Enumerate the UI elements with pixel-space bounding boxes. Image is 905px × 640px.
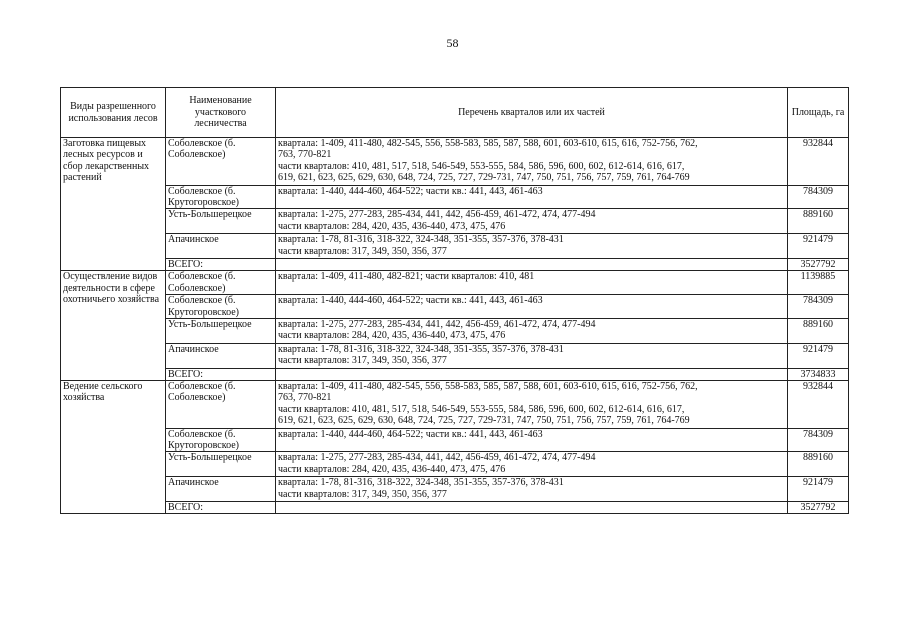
area-cell: 1139885 <box>788 271 849 295</box>
area-cell: 889160 <box>788 452 849 477</box>
header-forestry: Наименование участкового лесничества <box>166 88 276 138</box>
table-row <box>61 295 849 319</box>
quarters-line: 619, 621, 623, 625, 629, 630, 648, 724, 725, 727, 729-731, 747, 750, 751, 756, 757, 759, 761, 764-769 <box>278 172 690 184</box>
table-row <box>61 209 849 234</box>
total-label: ВСЕГО: <box>166 368 276 380</box>
table-header-row <box>61 88 849 138</box>
quarters-line: квартала: 1-440, 444-460, 464-522; части кв.: 441, 443, 461-463 <box>278 295 543 307</box>
forestry-cell: Усть-Большерецкое <box>166 209 276 234</box>
forest-use-table <box>60 87 849 514</box>
quarters-cell <box>276 138 788 186</box>
table-row <box>61 138 849 186</box>
table-row <box>61 343 849 368</box>
quarters-line: квартала: 1-275, 277-283, 285-434, 441, 442, 456-459, 461-472, 474, 477-494 <box>278 319 596 331</box>
quarters-cell <box>276 452 788 477</box>
quarters-line: части кварталов: 410, 481, 517, 518, 546-549, 553-555, 584, 586, 596, 600, 602, 612-614, 616, 617, <box>278 160 685 172</box>
area-cell: 889160 <box>788 319 849 344</box>
quarters-line: 619, 621, 623, 625, 629, 630, 648, 724, 725, 727, 729-731, 747, 750, 751, 756, 757, 759, 761, 764-769 <box>278 415 690 427</box>
total-row <box>61 502 849 514</box>
total-empty-cell <box>276 368 788 380</box>
total-row <box>61 368 849 380</box>
forestry-cell: Усть-Большерецкое <box>166 319 276 344</box>
quarters-line: части кварталов: 410, 481, 517, 518, 546-549, 553-555, 584, 586, 596, 600, 602, 612-614, 616, 617, <box>278 403 685 415</box>
quarters-line: части кварталов: 317, 349, 350, 356, 377 <box>278 245 447 257</box>
area-cell: 932844 <box>788 381 849 429</box>
table-row <box>61 452 849 477</box>
area-cell: 784309 <box>788 295 849 319</box>
quarters-cell <box>276 381 788 429</box>
total-label: ВСЕГО: <box>166 502 276 514</box>
quarters-line: квартала: 1-78, 81-316, 318-322, 324-348, 351-355, 357-376, 378-431 <box>278 343 564 355</box>
table-row <box>61 271 849 295</box>
quarters-cell <box>276 271 788 295</box>
quarters-cell <box>276 319 788 344</box>
quarters-cell <box>276 295 788 319</box>
forestry-cell: Соболевское (б. Крутогоровское) <box>166 428 276 452</box>
quarters-line: квартала: 1-409, 411-480, 482-821; части кварталов: 410, 481 <box>278 271 535 283</box>
quarters-cell <box>276 234 788 259</box>
total-empty-cell <box>276 259 788 271</box>
quarters-line: квартала: 1-440, 444-460, 464-522; части кв.: 441, 443, 461-463 <box>278 185 543 197</box>
forestry-cell: Соболевское (б. Соболевское) <box>166 381 276 429</box>
area-cell: 784309 <box>788 185 849 209</box>
quarters-line: части кварталов: 284, 420, 435, 436-440, 473, 475, 476 <box>278 330 506 342</box>
table-row <box>61 319 849 344</box>
quarters-cell <box>276 477 788 502</box>
quarters-line: квартала: 1-78, 81-316, 318-322, 324-348, 351-355, 357-376, 378-431 <box>278 477 564 489</box>
quarters-line: 763, 770-821 <box>278 392 332 404</box>
quarters-line: квартала: 1-275, 277-283, 285-434, 441, 442, 456-459, 461-472, 474, 477-494 <box>278 209 596 221</box>
total-label: ВСЕГО: <box>166 259 276 271</box>
table-row <box>61 477 849 502</box>
forestry-cell: Апачинское <box>166 343 276 368</box>
forestry-cell: Соболевское (б. Крутогоровское) <box>166 185 276 209</box>
forestry-cell: Апачинское <box>166 477 276 502</box>
forestry-cell: Апачинское <box>166 234 276 259</box>
area-cell: 921479 <box>788 477 849 502</box>
quarters-line: квартала: 1-440, 444-460, 464-522; части кв.: 441, 443, 461-463 <box>278 428 543 440</box>
page-number: 58 <box>446 36 459 50</box>
quarters-cell <box>276 185 788 209</box>
forestry-cell: Соболевское (б. Соболевское) <box>166 138 276 186</box>
quarters-line: квартала: 1-78, 81-316, 318-322, 324-348, 351-355, 357-376, 378-431 <box>278 234 564 246</box>
area-cell: 889160 <box>788 209 849 234</box>
quarters-cell <box>276 343 788 368</box>
use-type-cell: Заготовка пищевых лесных ресурсов и сбор лекарственных растений <box>61 138 166 271</box>
table-row <box>61 234 849 259</box>
total-value: 3527792 <box>788 502 849 514</box>
quarters-line: квартала: 1-409, 411-480, 482-545, 556, 558-583, 585, 587, 588, 601, 603-610, 615, 616, 752-756, 762, <box>278 381 698 393</box>
header-use-type: Виды разрешенного использования лесов <box>61 88 166 138</box>
forestry-cell: Усть-Большерецкое <box>166 452 276 477</box>
forestry-cell: Соболевское (б. Крутогоровское) <box>166 295 276 319</box>
area-cell: 932844 <box>788 138 849 186</box>
quarters-line: части кварталов: 284, 420, 435, 436-440, 473, 475, 476 <box>278 463 506 475</box>
use-type-cell: Ведение сельского хозяйства <box>61 381 166 514</box>
quarters-line: части кварталов: 284, 420, 435, 436-440, 473, 475, 476 <box>278 220 506 232</box>
table-row <box>61 428 849 452</box>
header-quarters: Перечень кварталов или их частей <box>276 88 788 138</box>
quarters-line: квартала: 1-275, 277-283, 285-434, 441, 442, 456-459, 461-472, 474, 477-494 <box>278 452 596 464</box>
area-cell: 921479 <box>788 234 849 259</box>
quarters-line: части кварталов: 317, 349, 350, 356, 377 <box>278 355 447 367</box>
total-row <box>61 259 849 271</box>
quarters-line: части кварталов: 317, 349, 350, 356, 377 <box>278 488 447 500</box>
header-area: Площадь, га <box>788 88 849 138</box>
table-body <box>61 138 849 514</box>
use-type-cell: Осуществление видов деятельности в сфере охотничьего хозяйства <box>61 271 166 381</box>
forestry-cell: Соболевское (б. Соболевское) <box>166 271 276 295</box>
area-cell: 784309 <box>788 428 849 452</box>
quarters-line: 763, 770-821 <box>278 149 332 161</box>
total-empty-cell <box>276 502 788 514</box>
quarters-line: квартала: 1-409, 411-480, 482-545, 556, 558-583, 585, 587, 588, 601, 603-610, 615, 616, 752-756, 762, <box>278 138 698 149</box>
table-row <box>61 185 849 209</box>
quarters-cell <box>276 428 788 452</box>
area-cell: 921479 <box>788 343 849 368</box>
total-value: 3734833 <box>788 368 849 380</box>
quarters-cell <box>276 209 788 234</box>
total-value: 3527792 <box>788 259 849 271</box>
table-row <box>61 381 849 429</box>
